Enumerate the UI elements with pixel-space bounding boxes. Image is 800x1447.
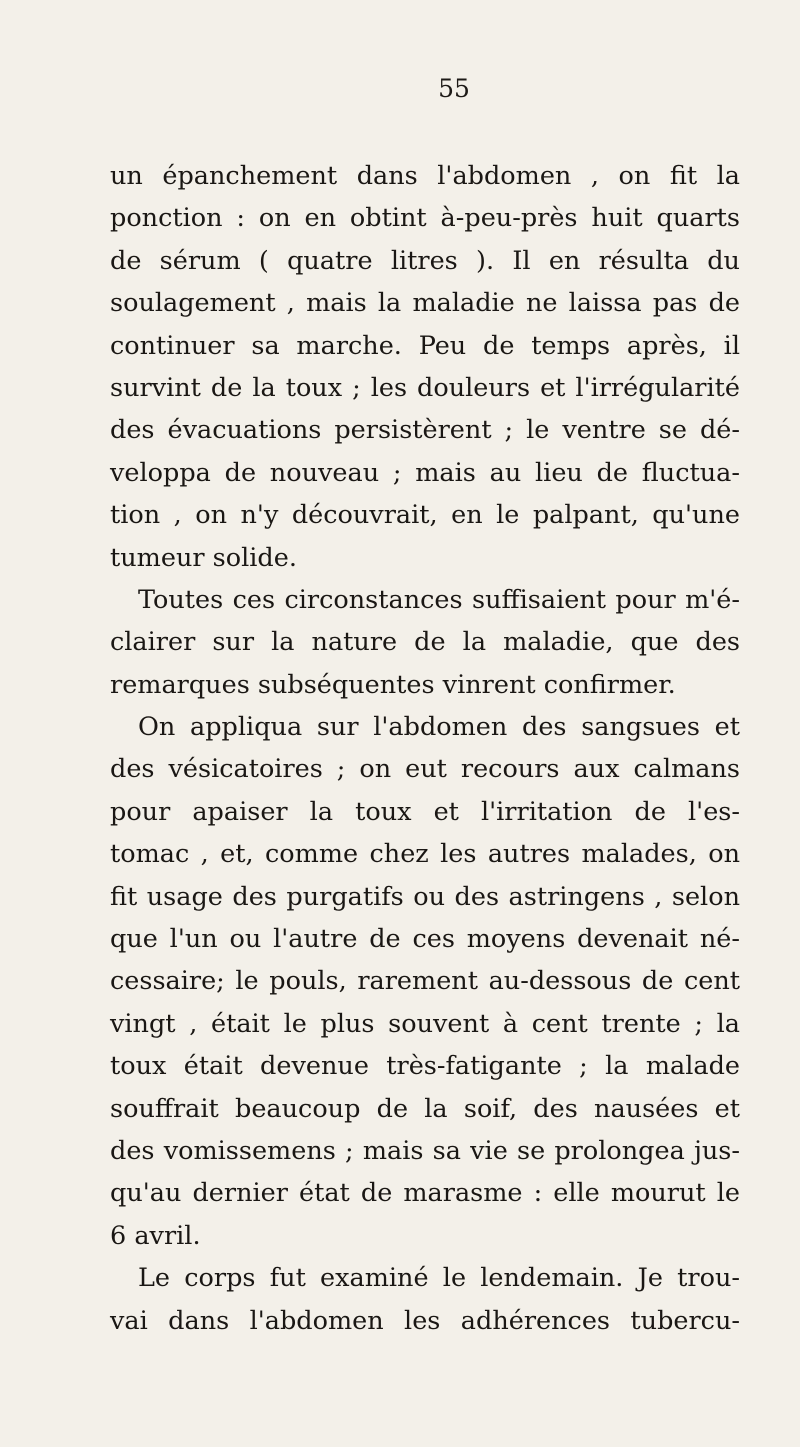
text-line: remarques subséquentes vinrent confirmer. — [110, 669, 676, 700]
text-line: que l'un ou l'autre de ces moyens devenait né- — [110, 924, 740, 955]
page-number: 55 — [438, 74, 470, 103]
text-line: continuer sa marche. Peu de temps après, il — [110, 330, 740, 361]
text-line: clairer sur la nature de la maladie, que des — [110, 627, 740, 658]
text-line: des vomissemens ; mais sa vie se prolongea jus- — [110, 1135, 740, 1166]
body-text — [110, 155, 740, 1342]
text-line: un épanchement dans l'abdomen , on fit la — [110, 161, 740, 191]
text-line: fit usage des purgatifs ou des astringens , selon — [110, 881, 740, 912]
text-line: Le corps fut examiné le lendemain. Je trou- — [138, 1263, 740, 1294]
text-line: toux était devenue très-fatigante ; la malade — [110, 1051, 740, 1082]
text-line: tomac , et, comme chez les autres malades, on — [110, 839, 740, 870]
text-line: pour apaiser la toux et l'irritation de l'es- — [110, 796, 740, 827]
text-line: cessaire; le pouls, rarement au-dessous de cent — [110, 966, 740, 997]
text-line: soulagement , mais la maladie ne laissa pas de — [110, 288, 740, 319]
text-line: des vésicatoires ; on eut recours aux calmans — [110, 754, 740, 785]
text-line: vai dans l'abdomen les adhérences tubercu- — [110, 1305, 740, 1336]
text-line: veloppa de nouveau ; mais au lieu de fluctua- — [110, 457, 740, 488]
text-line: de sérum ( quatre litres ). Il en résulta du — [110, 245, 740, 276]
text-line: ponction : on en obtint à-peu-près huit quarts — [110, 203, 740, 234]
text-line: qu'au dernier état de marasme : elle mourut le — [110, 1178, 740, 1209]
text-line: des évacuations persistèrent ; le ventre se dé- — [110, 415, 740, 446]
text-line: tumeur solide. — [110, 542, 297, 573]
text-line: vingt , était le plus souvent à cent trente ; la — [110, 1008, 740, 1039]
text-line: On appliqua sur l'abdomen des sangsues et — [138, 712, 740, 743]
text-line: tion , on n'y découvrait, en le palpant, qu'une — [110, 500, 740, 531]
text-line: survint de la toux ; les douleurs et l'irrégularité — [110, 372, 740, 403]
text-line: souffrait beaucoup de la soif, des nausées et — [110, 1093, 740, 1124]
text-line: 6 avril. — [110, 1220, 201, 1251]
text-line: Toutes ces circonstances suffisaient pour m'é- — [138, 584, 740, 615]
